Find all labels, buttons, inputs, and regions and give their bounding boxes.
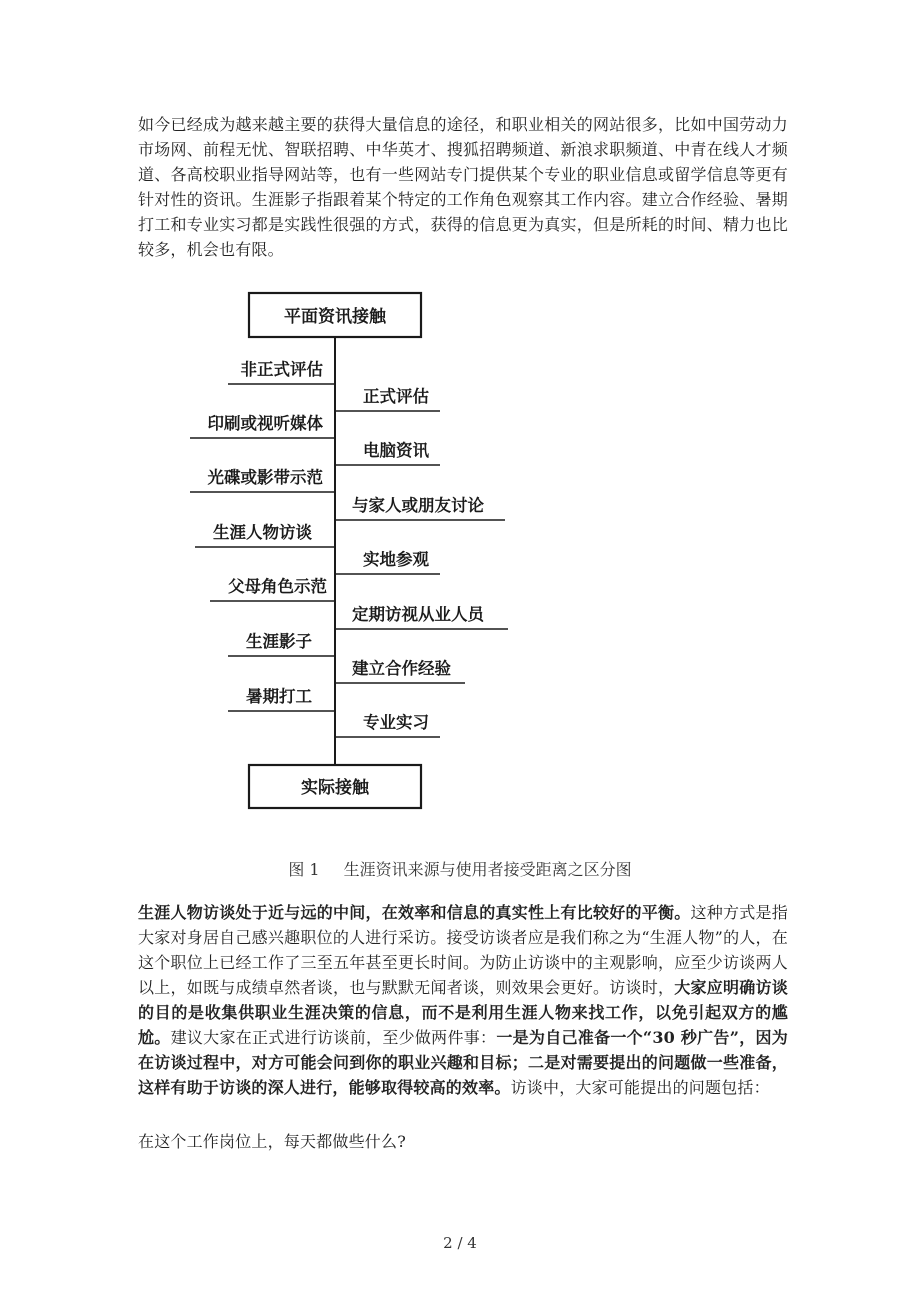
top-box [249,293,421,337]
left-label: 暑期打工 [246,687,312,706]
interview-paragraph [138,900,788,1100]
text-run: 建议大家在正式进行访谈前，至少做两件事： [170,1028,497,1047]
page-number: 2 / 4 [443,1234,477,1252]
left-label: 生涯影子 [246,632,312,651]
bottom-box [249,765,421,808]
figure-caption [0,857,920,880]
question-line: 在这个工作岗位上，每天都做些什么? [138,1132,406,1151]
bottom-box-label: 实际接触 [301,778,369,798]
left-label: 父母角色示范 [228,577,327,596]
left-label: 生涯人物访谈 [213,523,312,542]
right-label: 建立合作经验 [352,659,451,678]
text-run: 一是为自己准备一个“30 秒广告”，因为在访谈过程中，对方可能会问到你的职业兴趣和目标；二是对需要提出的问题做一些准备，这样有助于访谈的深人进行，能够取得较高的效率。 [138,1028,788,1097]
text-run: 这种方式是指大家对身居自己感兴趣职位的人进行采访。接受访谈者应是我们称之为“生涯人物”的人，在这个职位上已经工作了三至五年甚至更长时间。为防止访谈中的主观影响，应至少访谈两人以上，如既与成绩卓然者谈，也与默默无闻者谈，则效果会更好。访谈时， [138,903,788,997]
text-run: 大家应明确访谈的目的是收集供职业生涯决策的信息，而不是利用生涯人物来找工作，以免引起双方的尴尬。 [138,978,788,1047]
right-label: 定期访视从业人员 [352,605,484,624]
right-label: 正式评估 [363,387,429,406]
right-label: 实地参观 [363,550,429,569]
left-label: 光碟或影带示范 [207,468,323,487]
right-label: 与家人或朋友讨论 [352,496,484,515]
left-label: 非正式评估 [240,360,323,379]
right-label: 专业实习 [363,713,429,732]
intro-paragraph: 如今已经成为越来越主要的获得大量信息的途径，和职业相关的网站很多，比如中国劳动力市场网、前程无忧、智联招聘、中华英才、搜狐招聘频道、新浪求职频道、中青在线人才频道、各高校职业指导网站等，也有一些网站专门提供某个专业的职业信息或留学信息等更有针对性的资讯。生涯影子指跟着某个特定的工作角色观察其工作内容。建立合作经验、暑期打工和专业实习都是实践性很强的方式，获得的信息更为真实，但是所耗的时间、精力也比较多，机会也有限。 [138,115,788,259]
top-box-label: 平面资讯接触 [284,307,386,327]
left-label: 印刷或视听媒体 [207,414,323,433]
figure-number: 图 1 [288,860,320,879]
text-run: 访谈中，大家可能提出的问题包括： [510,1078,770,1097]
text-run: 生涯人物访谈处于近与远的中间，在效率和信息的真实性上有比较好的平衡。 [138,903,691,922]
right-label: 电脑资讯 [363,441,429,460]
figure-title: 生涯资讯来源与使用者接受距离之区分图 [343,860,632,879]
